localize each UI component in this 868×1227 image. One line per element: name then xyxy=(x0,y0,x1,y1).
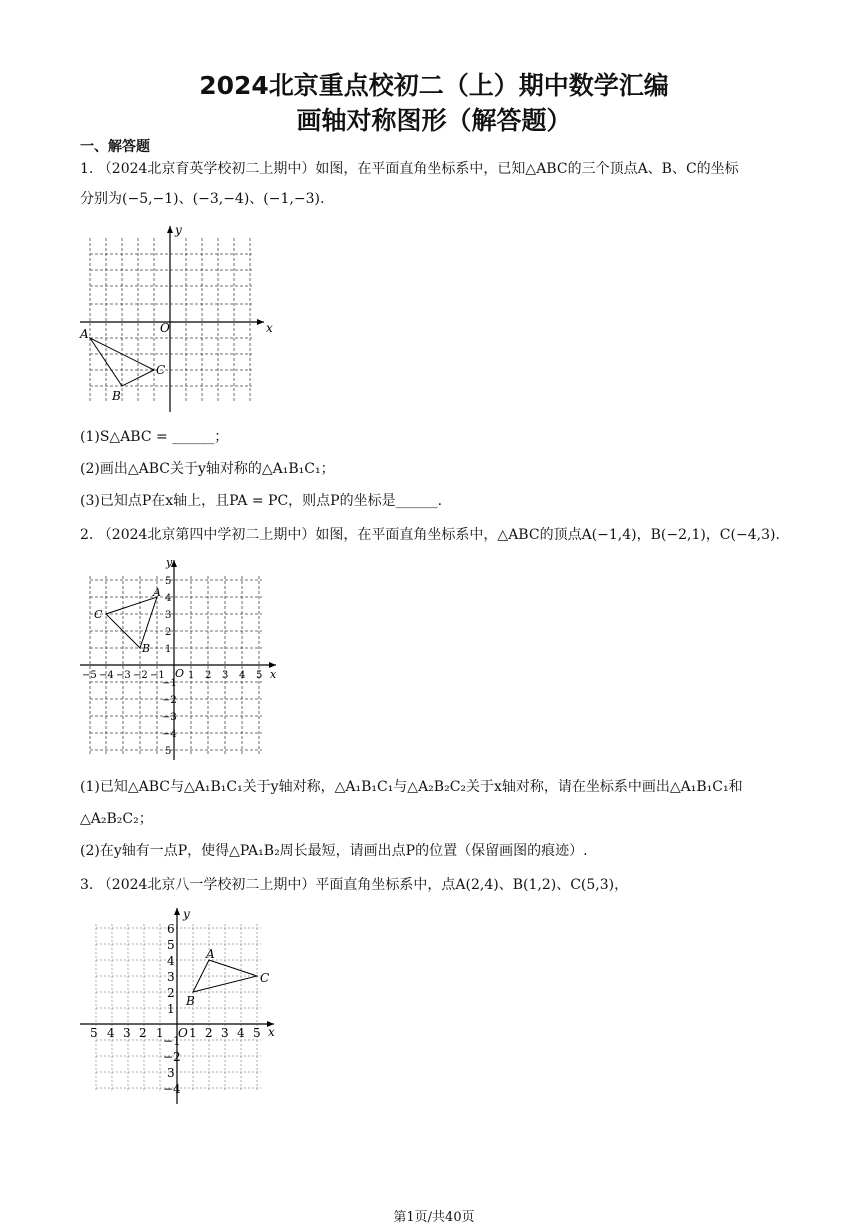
page-title: 2024北京重点校初二（上）期中数学汇编 xyxy=(199,71,669,100)
q3-ytick: 1 xyxy=(167,1002,175,1016)
q1-stem-line2: 分别为(−5,−1)、(−3,−4)、(−1,−3). xyxy=(80,191,325,207)
q1-part1: (1)S△ABC = ______； xyxy=(80,429,229,445)
q3-xtick: 4 xyxy=(107,1026,115,1040)
q3-ytick: −4 xyxy=(163,1082,181,1096)
q2-point-b: B xyxy=(142,642,151,655)
q2-part1-line2: △A₂B₂C₂； xyxy=(80,811,153,827)
q3-origin-label: O xyxy=(178,1026,188,1040)
page-footer: 第1页/共40页 xyxy=(393,1210,475,1225)
q3-stem: 3. （2024北京八一学校初二上期中）平面直角坐标系中，点A(2,4)、B(1,2)、C(5,3)， xyxy=(80,877,629,893)
q2-ytick: −4 xyxy=(162,729,177,740)
q2-xtick: 2 xyxy=(205,670,212,681)
q1-y-label: y xyxy=(175,223,182,237)
q3-point-b: B xyxy=(186,994,195,1008)
q2-ytick: −2 xyxy=(162,695,177,706)
q3-ytick: 6 xyxy=(167,922,175,936)
q1-point-b: B xyxy=(112,389,121,403)
q2-ytick: 4 xyxy=(165,593,172,604)
q3-ytick: −1 xyxy=(163,1034,181,1048)
q2-ytick: 3 xyxy=(165,610,172,621)
q2-origin-label: O xyxy=(175,667,185,680)
q2-part1-line1: (1)已知△ABC与△A₁B₁C₁关于y轴对称，△A₁B₁C₁与△A₂B₂C₂关于x轴对称，请在坐标系中画出△A₁B₁C₁和 xyxy=(80,779,743,795)
q3-ytick: 4 xyxy=(167,954,175,968)
q3-xtick: 3 xyxy=(123,1026,131,1040)
q2-x-label: x xyxy=(270,668,277,681)
q2-ytick: −1 xyxy=(162,678,177,689)
q2-ytick: −3 xyxy=(162,712,177,723)
q2-stem: 2. （2024北京第四中学初二上期中）如图，在平面直角坐标系中，△ABC的顶点A(−1,4)，B(−2,1)，C(−4,3). xyxy=(80,527,780,543)
q3-xtick: 5 xyxy=(253,1026,261,1040)
q3-ytick: 5 xyxy=(167,938,175,952)
q2-xtick: 4 xyxy=(239,670,246,681)
q3-ytick: 3 xyxy=(167,970,175,984)
q2-xtick: −4 xyxy=(99,670,114,681)
q3-xtick: 1 xyxy=(156,1026,164,1040)
q1-figure xyxy=(76,220,276,420)
q2-figure xyxy=(76,556,286,766)
q1-x-label: x xyxy=(266,321,273,335)
q2-triangle xyxy=(106,597,157,648)
q3-xtick: 3 xyxy=(221,1026,229,1040)
page-subtitle: 画轴对称图形（解答题） xyxy=(296,106,572,135)
q3-y-label: y xyxy=(183,907,190,921)
q2-xtick: −3 xyxy=(116,670,131,681)
q2-ytick: 5 xyxy=(165,576,172,587)
q2-point-a: A xyxy=(153,586,161,599)
q2-xtick: 5 xyxy=(256,670,263,681)
q1-origin-label: O xyxy=(160,321,170,335)
q1-part2: (2)画出△ABC关于y轴对称的△A₁B₁C₁； xyxy=(80,461,335,477)
q2-part2: (2)在y轴有一点P，使得△PA₁B₂周长最短，请画出点P的位置（保留画图的痕迹）. xyxy=(80,843,588,859)
q3-ytick: 2 xyxy=(167,986,175,1000)
q3-xtick: 5 xyxy=(90,1026,98,1040)
q3-point-c: C xyxy=(260,971,270,985)
q3-figure xyxy=(76,904,286,1114)
q2-xtick: −2 xyxy=(133,670,148,681)
q2-y-label: y xyxy=(166,556,173,569)
q3-xtick: 2 xyxy=(205,1026,213,1040)
q2-xtick: −5 xyxy=(82,670,97,681)
q2-xtick: 1 xyxy=(188,670,195,681)
q1-part3: (3)已知点P在x轴上，且PA = PC，则点P的坐标是______. xyxy=(80,493,443,509)
q2-point-c: C xyxy=(94,608,103,621)
q3-ytick: 3 xyxy=(167,1066,175,1080)
q2-ytick: 1 xyxy=(165,644,172,655)
q3-x-label: x xyxy=(268,1025,275,1039)
q2-xtick: −1 xyxy=(150,670,165,681)
q3-ytick: −2 xyxy=(163,1050,181,1064)
q3-xtick: 1 xyxy=(189,1026,197,1040)
q2-ytick: 2 xyxy=(165,627,172,638)
q1-point-c: C xyxy=(156,363,166,377)
q2-xtick: 3 xyxy=(222,670,229,681)
q3-point-a: A xyxy=(206,947,215,961)
q2-ytick: 5 xyxy=(165,746,172,757)
section-heading: 一、解答题 xyxy=(80,139,150,155)
q3-xtick: 4 xyxy=(237,1026,245,1040)
q1-stem-line1: 1. （2024北京育英学校初二上期中）如图，在平面直角坐标系中，已知△ABC的三个顶点A、B、C的坐标 xyxy=(80,161,739,177)
q3-xtick: 2 xyxy=(139,1026,147,1040)
q1-point-a: A xyxy=(80,327,89,341)
